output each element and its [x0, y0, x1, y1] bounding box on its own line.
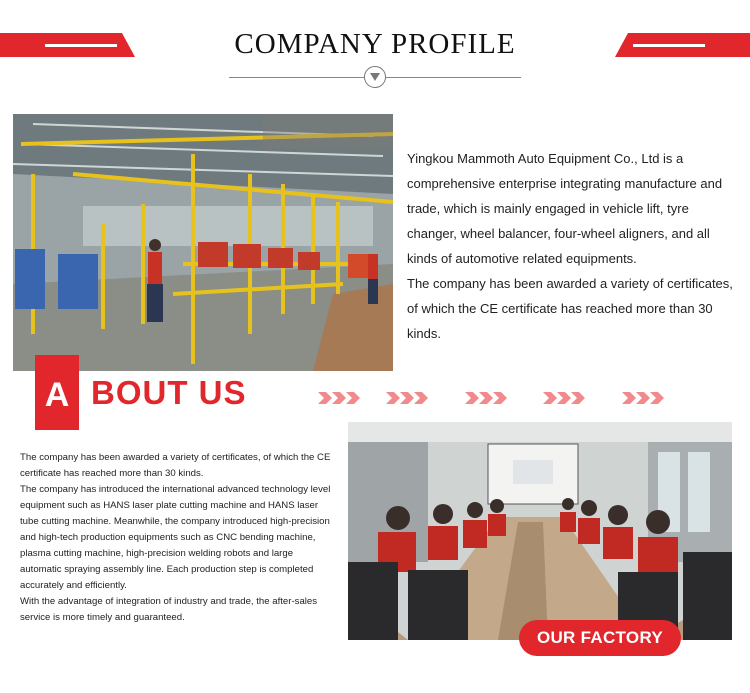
about-paragraph: The company has been awarded a variety of certificates, of which the CE certificate has reached more than 30 kinds. — [20, 452, 331, 479]
chevrons-icon — [465, 391, 507, 403]
chevron-down-icon — [364, 66, 386, 88]
about-paragraph: The company has introduced the international advanced technology level equipment such as HANS laser plate cutting machine and HANS laser tube cutting machine. Meanwhile, the company introduced high-precision and high-tech production equipments such as CNC bending machine, plasma cutting machine, high-precision welding robots and large automatic spraying assembly line. Each production step is completed accurately and efficiently. — [20, 484, 331, 591]
our-factory-button[interactable]: OUR FACTORY — [519, 620, 681, 656]
about-paragraph: With the advantage of integration of industry and trade, the after-sales service is more timely and guaranteed. — [20, 596, 318, 623]
chevrons-icon — [622, 391, 664, 403]
intro-paragraph: The company has been awarded a variety of certificates, of which the CE certificate has reached more than 30 kinds. — [407, 276, 733, 341]
about-heading: BOUT US — [91, 374, 247, 411]
chevrons-icon — [318, 391, 360, 403]
about-letter-badge: A — [35, 355, 79, 430]
meeting-room-photo — [348, 422, 732, 640]
chevrons-icon — [543, 391, 585, 403]
chevrons-icon — [386, 391, 428, 403]
page-title: COMPANY PROFILE — [234, 28, 516, 60]
about-body — [20, 450, 332, 626]
intro-paragraph: Yingkou Mammoth Auto Equipment Co., Ltd is a comprehensive enterprise integrating manufacture and trade, which is mainly engaged in vehicle lift, tyre changer, wheel balancer, four-wheel aligners, and all kinds of automotive related equipments. — [407, 151, 723, 266]
intro-text — [407, 146, 737, 346]
workshop-photo — [13, 114, 393, 371]
